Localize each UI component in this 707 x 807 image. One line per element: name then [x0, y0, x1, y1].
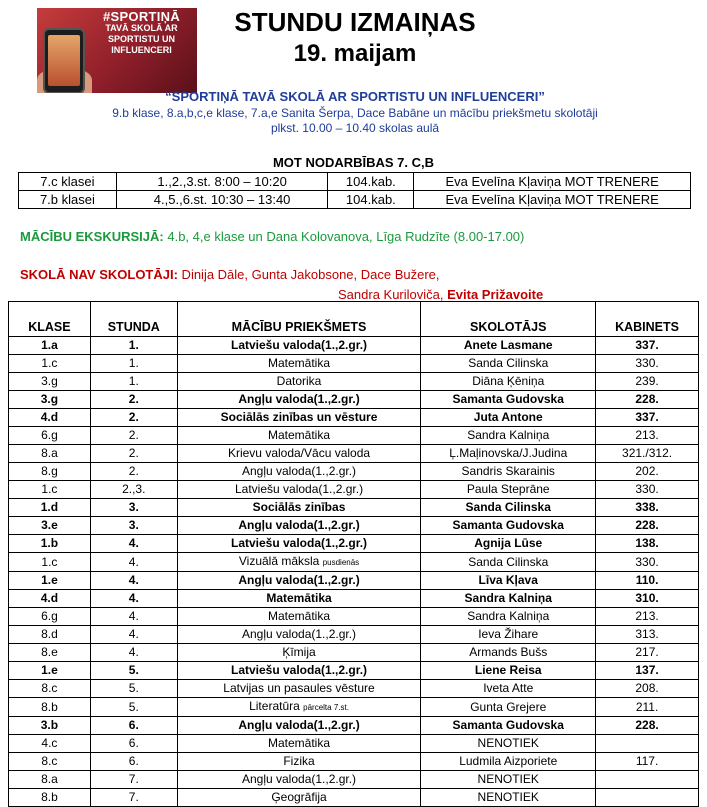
- cell-klase: 8.c: [9, 753, 91, 771]
- cell-teacher: Juta Antone: [421, 409, 596, 427]
- cell-teacher: Sandris Skarainis: [421, 463, 596, 481]
- cell-room: 330.: [596, 481, 699, 499]
- table-row: [9, 735, 699, 753]
- cell-klase: 8.d: [9, 626, 91, 644]
- absent-line2-bold: Evita Prižavoite: [447, 287, 544, 302]
- cell-teacher: Samanta Gudovska: [421, 717, 596, 735]
- cell-stunda: 6.: [90, 753, 177, 771]
- subject-text: Angļu valoda(1.,2.gr.): [241, 772, 357, 786]
- banner-hashtag: #SPORTIŅĀ: [102, 9, 181, 24]
- subject-text: Angļu valoda(1.,2.gr.): [238, 718, 360, 732]
- cell-room: 330.: [596, 553, 699, 572]
- cell-teacher: Sandra Kalniņa: [421, 608, 596, 626]
- mot-room: 104.kab.: [328, 173, 414, 191]
- cell-teacher: Gunta Grejere: [421, 698, 596, 717]
- cell-subject: [177, 590, 421, 608]
- cell-stunda: 2.: [90, 409, 177, 427]
- cell-subject: [177, 391, 421, 409]
- cell-klase: 1.b: [9, 535, 91, 553]
- table-row: [9, 644, 699, 662]
- table-row: [9, 463, 699, 481]
- cell-subject: [177, 717, 421, 735]
- cell-subject: [177, 445, 421, 463]
- cell-subject: [177, 771, 421, 789]
- cell-room: [596, 735, 699, 753]
- cell-teacher: Samanta Gudovska: [421, 391, 596, 409]
- cell-teacher: Ļ.Maļinovska/J.Judina: [421, 445, 596, 463]
- cell-teacher: Līva Kļava: [421, 572, 596, 590]
- cell-subject: [177, 463, 421, 481]
- cell-klase: 8.a: [9, 445, 91, 463]
- cell-klase: 1.a: [9, 337, 91, 355]
- cell-subject: [177, 753, 421, 771]
- cell-stunda: 4.: [90, 644, 177, 662]
- subject-text: Sociālās zinības: [252, 500, 346, 514]
- cell-room: 110.: [596, 572, 699, 590]
- subject-text: Krievu valoda/Vācu valoda: [227, 446, 371, 460]
- cell-klase: 8.a: [9, 771, 91, 789]
- subject-text: Fizika: [283, 754, 315, 768]
- cell-klase: 3.b: [9, 717, 91, 735]
- cell-room: 213.: [596, 608, 699, 626]
- cell-subject: [177, 789, 421, 807]
- cell-stunda: 2.: [90, 445, 177, 463]
- cell-subject: [177, 626, 421, 644]
- cell-stunda: 3.: [90, 517, 177, 535]
- cell-stunda: 7.: [90, 789, 177, 807]
- cell-stunda: 6.: [90, 717, 177, 735]
- table-row: [9, 753, 699, 771]
- promo-banner-image: [37, 8, 197, 93]
- cell-teacher: NENOTIEK: [421, 771, 596, 789]
- mot-section-title: MOT NODARBĪBAS 7. C,B: [272, 155, 435, 170]
- cell-teacher: Sanda Cilinska: [421, 355, 596, 373]
- cell-teacher: Samanta Gudovska: [421, 517, 596, 535]
- cell-teacher: Agnija Lūse: [421, 535, 596, 553]
- cell-teacher: Iveta Atte: [421, 680, 596, 698]
- mot-class: 7.c klasei: [19, 173, 117, 191]
- cell-klase: 3.g: [9, 391, 91, 409]
- cell-stunda: 3.: [90, 499, 177, 517]
- header-subject: MĀCĪBU PRIEKŠMETS: [177, 302, 421, 337]
- cell-teacher: Liene Reisa: [421, 662, 596, 680]
- table-row: [9, 553, 699, 572]
- subject-note: pusdienās: [322, 558, 360, 567]
- subject-text: Matemātika: [268, 356, 331, 370]
- cell-room: 330.: [596, 355, 699, 373]
- table-row: [9, 789, 699, 807]
- cell-klase: 4.d: [9, 409, 91, 427]
- cell-room: 338.: [596, 499, 699, 517]
- subject-text: Latviešu valoda(1.,2.gr.): [230, 536, 368, 550]
- cell-room: 228.: [596, 517, 699, 535]
- cell-subject: [177, 481, 421, 499]
- table-row: [9, 391, 699, 409]
- subject-text: Ģeogrāfija: [271, 790, 327, 804]
- subject-text: Angļu valoda(1.,2.gr.): [241, 464, 357, 478]
- cell-stunda: 4.: [90, 626, 177, 644]
- cell-stunda: 5.: [90, 680, 177, 698]
- cell-stunda: 1.: [90, 337, 177, 355]
- table-row: [9, 771, 699, 789]
- mot-teacher: Eva Evelīna Kļaviņa MOT TRENERE: [414, 191, 691, 209]
- mot-room: 104.kab.: [328, 191, 414, 209]
- cell-room: 208.: [596, 680, 699, 698]
- banner-subtitle: TAVĀ SKOLĀ AR SPORTISTU UN INFLUENCERI: [105, 23, 178, 55]
- excursion-notice: [20, 229, 524, 244]
- event-participants: 9.b klase, 8.a,b,c,e klase, 7.a,e Sanita Šerpa, Dace Babāne un mācību priekšmetu skolotāji: [112, 106, 598, 120]
- header-room: KABINETS: [596, 302, 699, 337]
- cell-stunda: 2.: [90, 463, 177, 481]
- cell-stunda: 4.: [90, 535, 177, 553]
- event-title: “SPORTIŅĀ TAVĀ SKOLĀ AR SPORTISTU UN INFLUENCERI”: [165, 89, 545, 104]
- cell-teacher: Ludmila Aizporiete: [421, 753, 596, 771]
- cell-klase: 6.g: [9, 427, 91, 445]
- cell-room: [596, 771, 699, 789]
- event-time: plkst. 10.00 – 10.40 skolas aulā: [270, 121, 440, 135]
- table-row: [9, 337, 699, 355]
- cell-room: 239.: [596, 373, 699, 391]
- cell-stunda: 4.: [90, 608, 177, 626]
- table-row: [9, 698, 699, 717]
- cell-teacher: Paula Steprāne: [421, 481, 596, 499]
- cell-stunda: 1.: [90, 373, 177, 391]
- table-row: [9, 499, 699, 517]
- mot-lessons: 4.,5.,6.st. 10:30 – 13:40: [116, 191, 328, 209]
- subject-text: Sociālās zinības un vēsture: [220, 410, 378, 424]
- cell-klase: 1.c: [9, 481, 91, 499]
- cell-subject: [177, 680, 421, 698]
- cell-subject: [177, 572, 421, 590]
- cell-subject: [177, 698, 421, 717]
- cell-klase: 3.g: [9, 373, 91, 391]
- subject-text: Literatūra: [249, 699, 300, 713]
- cell-room: 202.: [596, 463, 699, 481]
- cell-klase: 8.b: [9, 698, 91, 717]
- subject-text: Datorika: [276, 374, 322, 388]
- mot-class: 7.b klasei: [19, 191, 117, 209]
- cell-room: 217.: [596, 644, 699, 662]
- cell-stunda: 5.: [90, 698, 177, 717]
- cell-stunda: 4.: [90, 590, 177, 608]
- cell-stunda: 1.: [90, 355, 177, 373]
- absent-line1: Dinija Dāle, Gunta Jakobsone, Dace Bužere,: [177, 267, 440, 282]
- table-row: [9, 717, 699, 735]
- cell-subject: [177, 337, 421, 355]
- cell-klase: 8.e: [9, 644, 91, 662]
- cell-stunda: 6.: [90, 735, 177, 753]
- subject-text: Matemātika: [268, 736, 331, 750]
- schedule-table: [8, 301, 699, 807]
- mot-teacher: Eva Evelīna Kļaviņa MOT TRENERE: [414, 173, 691, 191]
- cell-room: 117.: [596, 753, 699, 771]
- cell-stunda: 4.: [90, 553, 177, 572]
- banner-text: [89, 11, 194, 56]
- cell-teacher: Armands Bušs: [421, 644, 596, 662]
- table-row: [9, 445, 699, 463]
- cell-teacher: Ieva Žihare: [421, 626, 596, 644]
- cell-subject: [177, 373, 421, 391]
- mot-lessons: 1.,2.,3.st. 8:00 – 10:20: [116, 173, 328, 191]
- cell-teacher: Diāna Ķēniņa: [421, 373, 596, 391]
- cell-teacher: Sandra Kalniņa: [421, 590, 596, 608]
- cell-room: 310.: [596, 590, 699, 608]
- header-teacher: SKOLOTĀJS: [421, 302, 596, 337]
- cell-stunda: 2.: [90, 427, 177, 445]
- cell-subject: [177, 427, 421, 445]
- subject-text: Latviešu valoda(1.,2.gr.): [230, 338, 368, 352]
- excursion-text: 4.b, 4,e klase un Dana Kolovanova, Līga Rudzīte (8.00-17.00): [163, 229, 525, 244]
- cell-subject: [177, 535, 421, 553]
- cell-klase: 4.c: [9, 735, 91, 753]
- cell-stunda: 2.: [90, 391, 177, 409]
- table-row: [9, 373, 699, 391]
- subject-note: pārcelta 7.st.: [303, 703, 349, 712]
- table-row: [9, 409, 699, 427]
- subject-text: Latviešu valoda(1.,2.gr.): [230, 663, 368, 677]
- cell-klase: 8.b: [9, 789, 91, 807]
- mot-row: [19, 191, 691, 209]
- table-row: [9, 662, 699, 680]
- absent-teachers-notice: [20, 265, 543, 305]
- cell-room: 213.: [596, 427, 699, 445]
- cell-room: 137.: [596, 662, 699, 680]
- cell-room: [596, 789, 699, 807]
- cell-stunda: 2.,3.: [90, 481, 177, 499]
- table-row: [9, 626, 699, 644]
- table-row: [9, 590, 699, 608]
- cell-subject: [177, 553, 421, 572]
- cell-subject: [177, 662, 421, 680]
- subject-text: Latvijas un pasaules vēsture: [223, 681, 375, 695]
- cell-room: 228.: [596, 391, 699, 409]
- cell-room: 313.: [596, 626, 699, 644]
- table-row: [9, 427, 699, 445]
- cell-teacher: Anete Lasmane: [421, 337, 596, 355]
- cell-subject: [177, 644, 421, 662]
- subject-text: Matemātika: [266, 591, 332, 605]
- cell-stunda: 5.: [90, 662, 177, 680]
- subject-text: Angļu valoda(1.,2.gr.): [238, 392, 360, 406]
- cell-room: 138.: [596, 535, 699, 553]
- cell-subject: [177, 517, 421, 535]
- subject-text: Angļu valoda(1.,2.gr.): [238, 573, 360, 587]
- page-title: STUNDU IZMAIŅAS: [234, 7, 476, 37]
- cell-teacher: NENOTIEK: [421, 735, 596, 753]
- table-row: [9, 517, 699, 535]
- subject-text: Angļu valoda(1.,2.gr.): [238, 518, 360, 532]
- cell-klase: 1.c: [9, 553, 91, 572]
- subject-text: Vizuālā māksla: [238, 554, 320, 568]
- table-row: [9, 355, 699, 373]
- cell-subject: [177, 409, 421, 427]
- cell-klase: 3.e: [9, 517, 91, 535]
- table-row: [9, 572, 699, 590]
- subject-text: Ķīmija: [282, 645, 316, 659]
- mot-row: [19, 173, 691, 191]
- cell-subject: [177, 608, 421, 626]
- cell-klase: 1.e: [9, 572, 91, 590]
- cell-teacher: Sandra Kalniņa: [421, 427, 596, 445]
- cell-stunda: 7.: [90, 771, 177, 789]
- excursion-label: MĀCĪBU EKSKURSIJĀ:: [20, 229, 164, 244]
- cell-room: 211.: [596, 698, 699, 717]
- header-klase: KLASE: [9, 302, 91, 337]
- table-row: [9, 680, 699, 698]
- cell-klase: 4.d: [9, 590, 91, 608]
- cell-room: 228.: [596, 717, 699, 735]
- table-row: [9, 608, 699, 626]
- cell-klase: 6.g: [9, 608, 91, 626]
- table-row: [9, 481, 699, 499]
- header-stunda: STUNDA: [90, 302, 177, 337]
- cell-subject: [177, 355, 421, 373]
- cell-klase: 1.c: [9, 355, 91, 373]
- cell-klase: 1.d: [9, 499, 91, 517]
- phone-icon: [43, 28, 85, 93]
- cell-room: 321./312.: [596, 445, 699, 463]
- cell-room: 337.: [596, 409, 699, 427]
- cell-subject: [177, 735, 421, 753]
- subject-text: Matemātika: [268, 428, 331, 442]
- cell-klase: 1.e: [9, 662, 91, 680]
- schedule-header-row: [9, 302, 699, 337]
- cell-teacher: Sanda Cilinska: [421, 553, 596, 572]
- cell-stunda: 4.: [90, 572, 177, 590]
- cell-klase: 8.g: [9, 463, 91, 481]
- mot-table: [18, 172, 691, 209]
- page-date: 19. maijam: [293, 40, 417, 67]
- subject-text: Matemātika: [268, 609, 331, 623]
- table-row: [9, 535, 699, 553]
- cell-teacher: NENOTIEK: [421, 789, 596, 807]
- cell-subject: [177, 499, 421, 517]
- cell-teacher: Sanda Cilinska: [421, 499, 596, 517]
- subject-text: Angļu valoda(1.,2.gr.): [241, 627, 357, 641]
- cell-room: 337.: [596, 337, 699, 355]
- absent-label: SKOLĀ NAV SKOLOTĀJI:: [20, 267, 178, 282]
- cell-klase: 8.c: [9, 680, 91, 698]
- absent-line2: Sandra Kuriloviča,: [338, 287, 448, 302]
- subject-text: Latviešu valoda(1.,2.gr.): [234, 482, 364, 496]
